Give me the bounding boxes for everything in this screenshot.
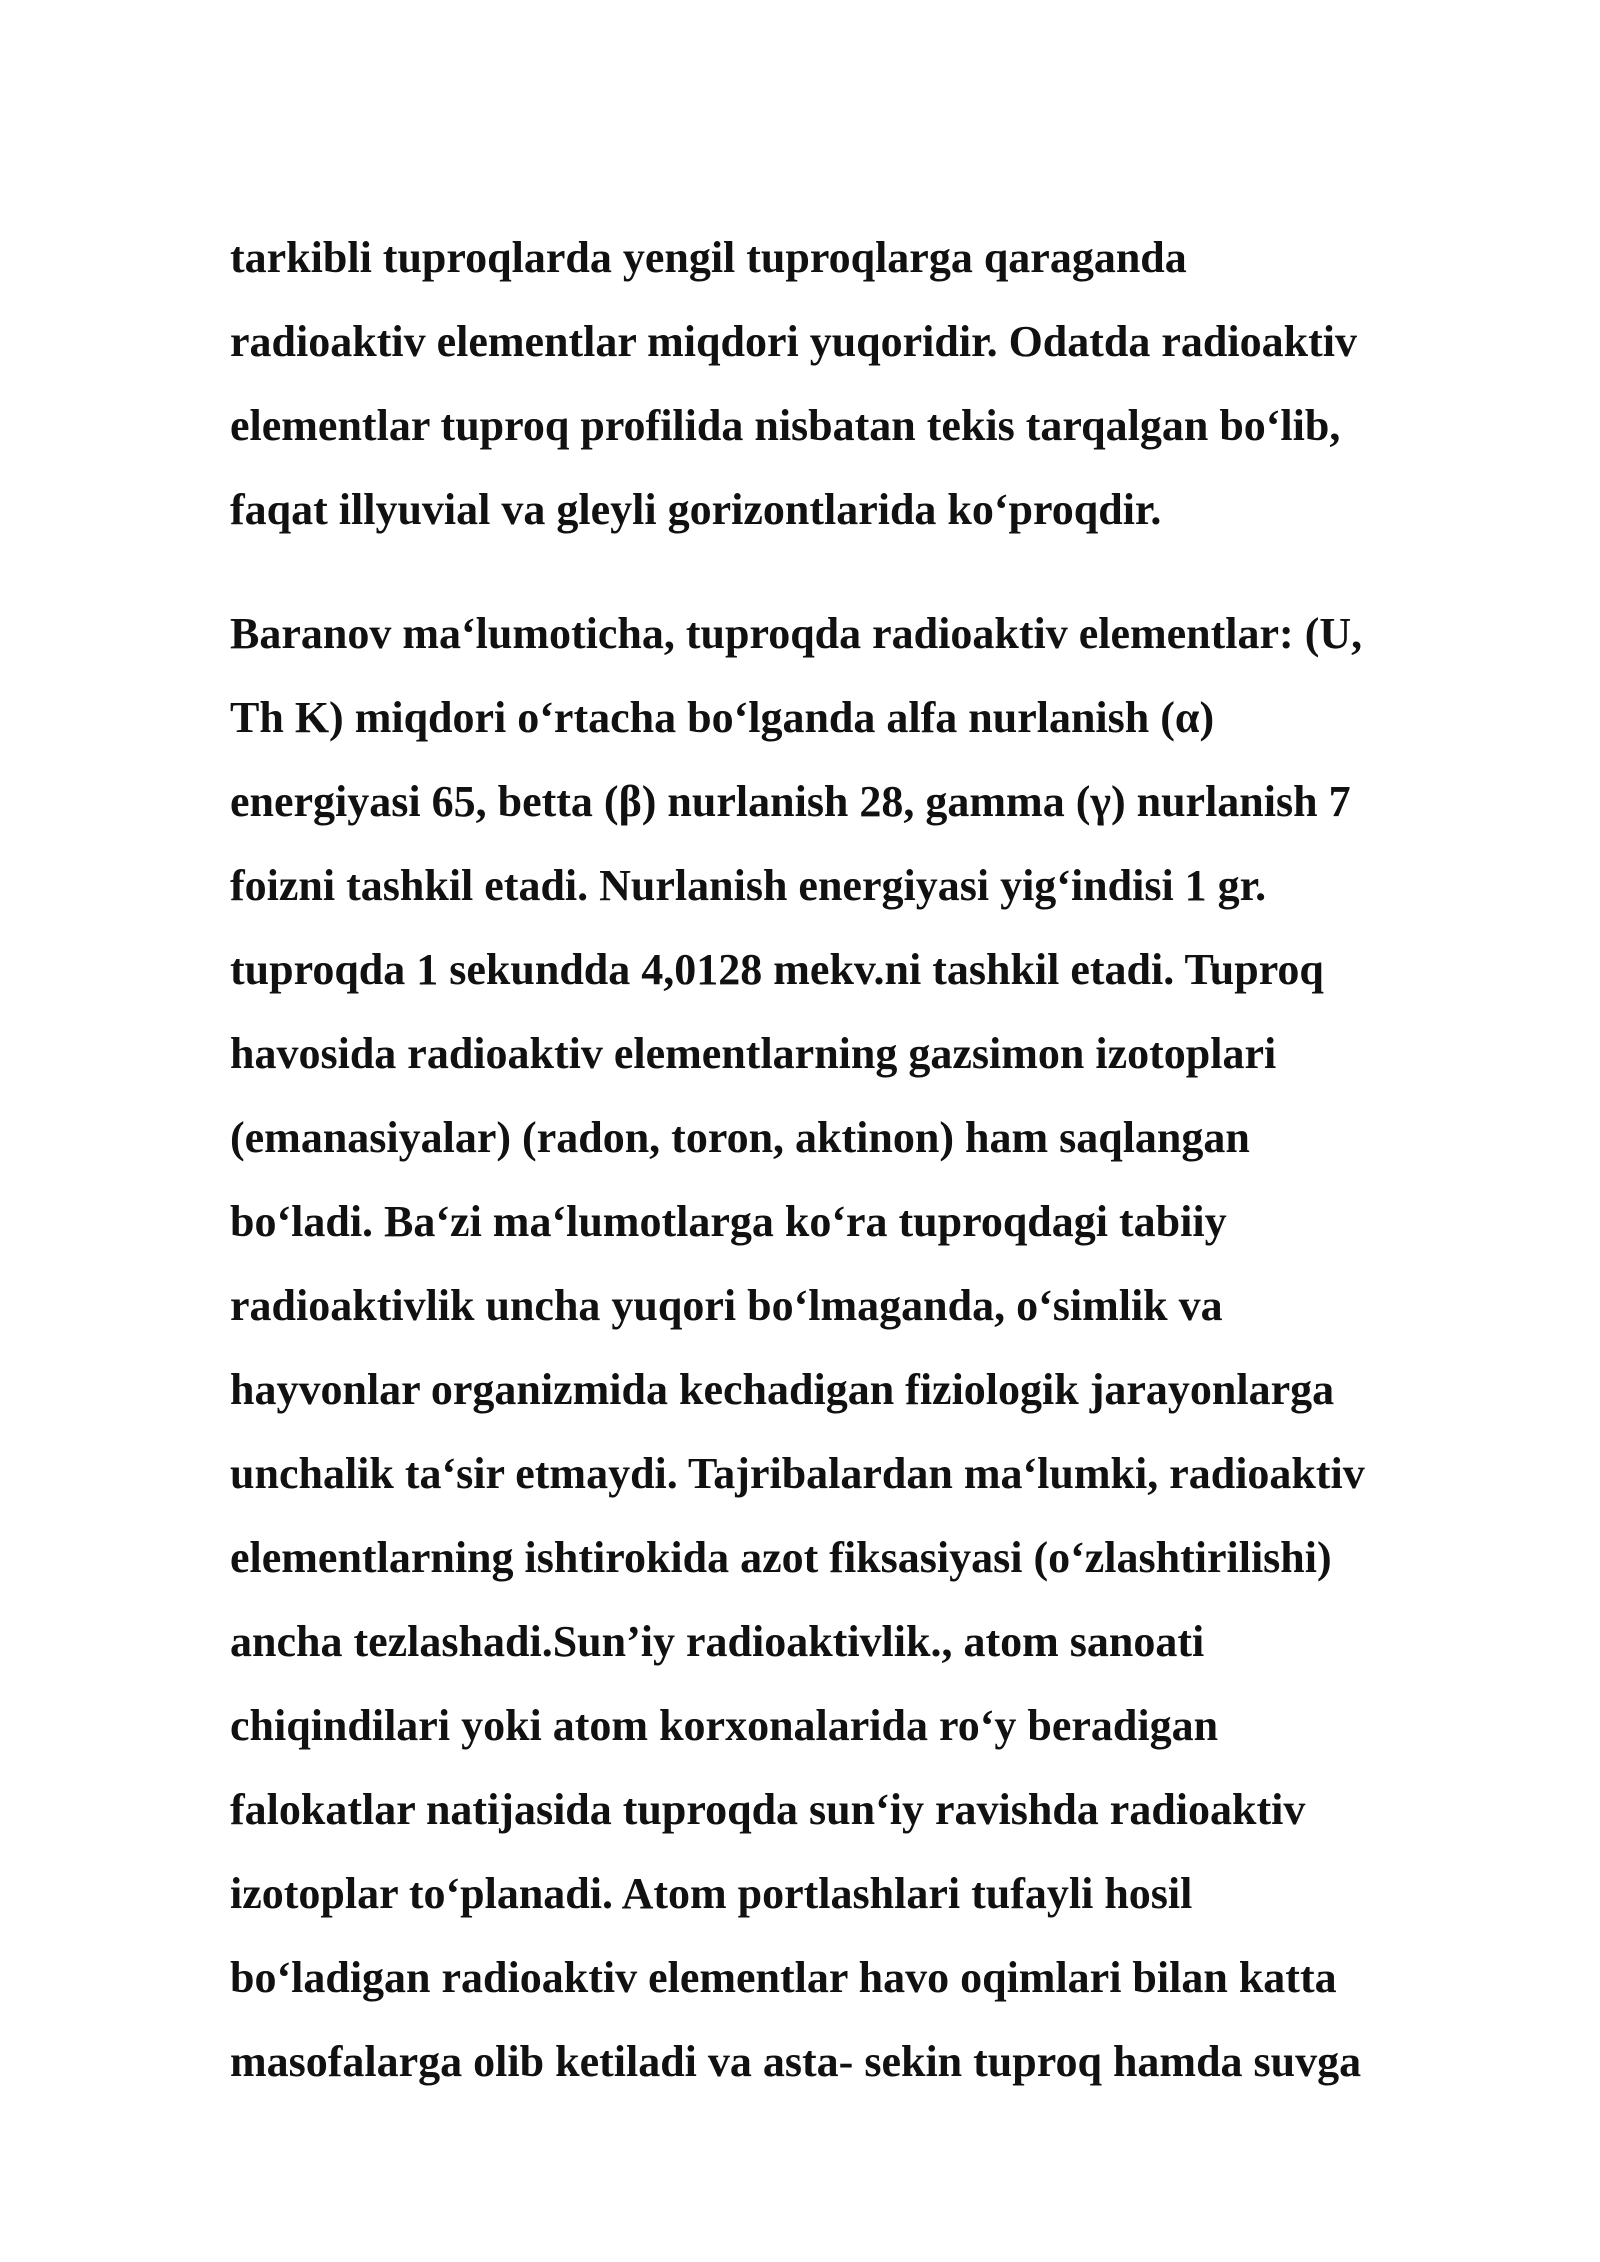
text-line: radioaktiv elementlar miqdori yuqoridir. Odatda radioaktiv [230, 317, 1357, 366]
text-line: bo‘ladigan radioaktiv elementlar havo oqimlari bilan katta [230, 1953, 1337, 2002]
text-line: chiqindilari yoki atom korxonalarida ro‘y beradigan [230, 1701, 1219, 1750]
text-line: foizni tashkil etadi. Nurlanish energiyasi yig‘indisi 1 gr. [230, 861, 1267, 910]
text-line: masofalarga olib ketiladi va asta- sekin tuproq hamda suvga [230, 2037, 1362, 2086]
text-line: hayvonlar organizmida kechadigan fiziologik jarayonlarga [230, 1365, 1335, 1414]
text-line: tarkibli tuproqlarda yengil tuproqlarga qaraganda [230, 233, 1187, 282]
text-line: elementlar tuproq profilida nisbatan tekis tarqalgan bo‘lib, [230, 401, 1341, 450]
paragraph-1 [230, 216, 1530, 552]
text-line: energiyasi 65, betta (β) nurlanish 28, gamma (γ) nurlanish 7 [230, 777, 1351, 826]
paragraph-2 [230, 592, 1530, 2104]
text-line: ancha tezlashadi.Sun’iy radioaktivlik., atom sanoati [230, 1617, 1205, 1666]
text-line: tuproqda 1 sekundda 4,0128 mekv.ni tashkil etadi. Tuproq [230, 945, 1324, 994]
text-line: Th K) miqdori o‘rtacha bo‘lganda alfa nurlanish (α) [230, 693, 1215, 742]
text-line: falokatlar natijasida tuproqda sun‘iy ravishda radioaktiv [230, 1785, 1306, 1834]
text-line: havosida radioaktiv elementlarning gazsimon izotoplari [230, 1029, 1277, 1078]
text-line: bo‘ladi. Ba‘zi ma‘lumotlarga ko‘ra tuproqdagi tabiiy [230, 1197, 1227, 1246]
text-line: elementlarning ishtirokida azot fiksasiyasi (o‘zlashtirilishi) [230, 1533, 1332, 1582]
text-line: unchalik ta‘sir etmaydi. Tajribalardan ma‘lumki, radioaktiv [230, 1449, 1365, 1498]
text-line: radioaktivlik uncha yuqori bo‘lmaganda, o‘simlik va [230, 1281, 1223, 1330]
text-line: izotoplar to‘planadi. Atom portlashlari tufayli hosil [230, 1869, 1193, 1918]
text-line: faqat illyuvial va gleyli gorizontlarida ko‘proqdir. [230, 485, 1162, 534]
text-line: (emanasiyalar) (radon, toron, aktinon) ham saqlangan [230, 1113, 1250, 1162]
text-line: Baranov ma‘lumoticha, tuproqda radioaktiv elementlar: (U, [230, 609, 1363, 658]
